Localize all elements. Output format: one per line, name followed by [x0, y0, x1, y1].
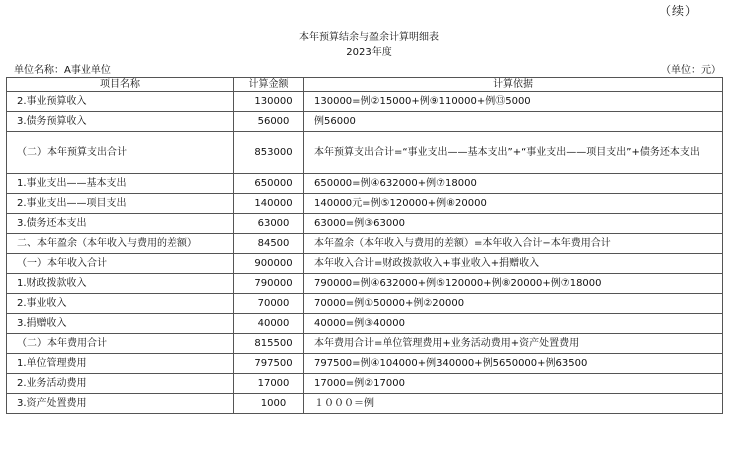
item-name: 3.捐赠收入: [7, 314, 234, 334]
table-row: [7, 314, 723, 334]
item-amount: 140000: [234, 194, 304, 214]
item-basis: 本年预算支出合计=“事业支出——基本支出”+“事业支出——项目支出”+债务还本支出: [304, 132, 723, 174]
item-basis: 650000=例④632000+例⑦18000: [304, 174, 723, 194]
item-basis: 140000元=例⑤120000+例⑧20000: [304, 194, 723, 214]
header-row: [7, 78, 723, 92]
item-name: 1.单位管理费用: [7, 354, 234, 374]
item-basis: 例56000: [304, 112, 723, 132]
item-amount: 853000: [234, 132, 304, 174]
item-basis: 17000=例②17000: [304, 374, 723, 394]
table-row: [7, 234, 723, 254]
item-amount: 63000: [234, 214, 304, 234]
item-basis: 797500=例④104000+例340000+例5650000+例63500: [304, 354, 723, 374]
table-row: [7, 132, 723, 174]
item-basis: 本年收入合计=财政拨款收入+事业收入+捐赠收入: [304, 254, 723, 274]
table-row: [7, 274, 723, 294]
unit-name: 单位名称：A事业单位: [14, 65, 111, 76]
item-basis: 63000=例③63000: [304, 214, 723, 234]
item-amount: 900000: [234, 254, 304, 274]
item-basis: １０００＝例: [304, 394, 723, 414]
item-amount: 40000: [234, 314, 304, 334]
table-row: [7, 214, 723, 234]
continued-label: （续）: [658, 4, 698, 18]
currency-unit: （单位：元）: [661, 65, 721, 76]
item-amount: 130000: [234, 92, 304, 112]
item-name: （二）本年费用合计: [7, 334, 234, 354]
table-row: [7, 92, 723, 112]
header-amount: 计算金额: [234, 78, 304, 92]
item-amount: 17000: [234, 374, 304, 394]
item-basis: 790000=例④632000+例⑤120000+例⑧20000+例⑦18000: [304, 274, 723, 294]
item-name: 2.事业收入: [7, 294, 234, 314]
table-row: [7, 112, 723, 132]
table-row: [7, 174, 723, 194]
item-name: （一）本年收入合计: [7, 254, 234, 274]
item-name: 3.债务还本支出: [7, 214, 234, 234]
table-row: [7, 354, 723, 374]
item-name: 二、本年盈余（本年收入与费用的差额）: [7, 234, 234, 254]
item-name: 2.事业支出——项目支出: [7, 194, 234, 214]
item-basis: 本年费用合计=单位管理费用+业务活动费用+资产处置费用: [304, 334, 723, 354]
item-amount: 70000: [234, 294, 304, 314]
item-name: （二）本年预算支出合计: [7, 132, 234, 174]
item-amount: 650000: [234, 174, 304, 194]
item-amount: 790000: [234, 274, 304, 294]
item-amount: 1000: [234, 394, 304, 414]
item-name: 3.资产处置费用: [7, 394, 234, 414]
table-row: [7, 394, 723, 414]
item-name: 3.债务预算收入: [7, 112, 234, 132]
page-title: 本年预算结余与盈余计算明细表: [299, 32, 439, 43]
header-basis: 计算依据: [304, 78, 723, 92]
item-amount: 797500: [234, 354, 304, 374]
detail-table: [6, 77, 723, 414]
item-name: 1.事业支出——基本支出: [7, 174, 234, 194]
item-amount: 815500: [234, 334, 304, 354]
table-row: [7, 374, 723, 394]
item-basis: 130000=例②15000+例⑨110000+例⑬5000: [304, 92, 723, 112]
table-row: [7, 194, 723, 214]
item-basis: 本年盈余（本年收入与费用的差额）=本年收入合计−本年费用合计: [304, 234, 723, 254]
item-basis: 40000=例③40000: [304, 314, 723, 334]
item-amount: 56000: [234, 112, 304, 132]
item-name: 2.事业预算收入: [7, 92, 234, 112]
year-subtitle: 2023年度: [346, 47, 392, 58]
item-basis: 70000=例①50000+例②20000: [304, 294, 723, 314]
item-name: 2.业务活动费用: [7, 374, 234, 394]
table-row: [7, 294, 723, 314]
table-row: [7, 334, 723, 354]
item-amount: 84500: [234, 234, 304, 254]
header-item-name: 项目名称: [7, 78, 234, 92]
item-name: 1.财政拨款收入: [7, 274, 234, 294]
table-row: [7, 254, 723, 274]
